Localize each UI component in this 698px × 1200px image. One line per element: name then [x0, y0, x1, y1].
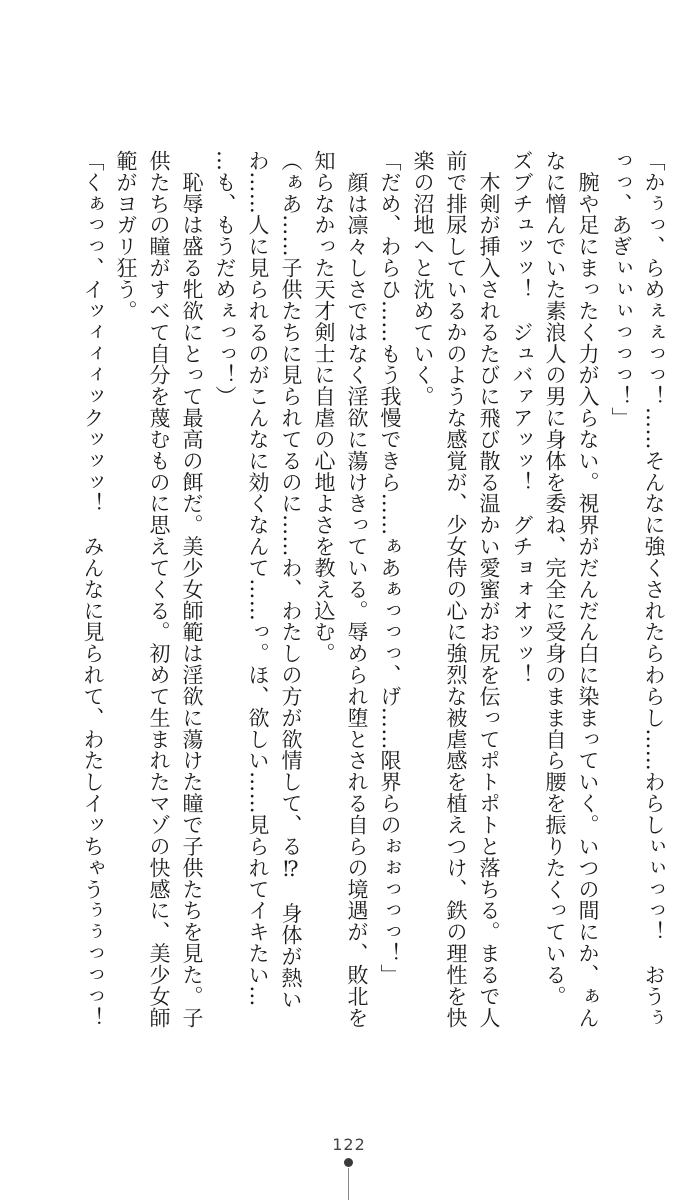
text-line: …も、もうだめぇっっ！） [213, 150, 237, 408]
text-line: ズブチュッッ！ ジュバァアッッ！ グチョォオッッ！ [510, 150, 534, 686]
vertical-text-body [50, 150, 670, 1030]
text-line: 木剣が挿入されるたびに飛び散る温かい愛蜜がお尻を伝ってポトポトと落ちる。まるで人前で排尿しているかのような感覚が、少女侍の心に強烈な被虐感を植えつけ、鉄の理性を快楽の沼地へと沈めていく。 [411, 150, 501, 1029]
text-line: 「だめ、わらひ……もう我慢できら……ぁあぁっっっ、げ……限界らのぉぉっっっ！」 [378, 150, 402, 986]
text-line: 恥辱は盛る牝欲にとって最高の餌だ。美少女師範は淫欲に蕩けた瞳で子供たちを見た。子供たちの瞳がすべて自分を蔑むものに思えてくる。初めて生まれたマゾの快感に、美少女師範がヨガリ狂う。 [114, 150, 204, 1029]
page-marker-rule [348, 1168, 349, 1200]
text-line: 腕や足にまったく力が入らない。視界がだんだん白に染まっていく。いつの間にか、ぁんなに憎んでいた素浪人の男に身体を委ね、完全に受身のまま自ら腰を振りたくっている。 [543, 150, 600, 1029]
page-number: 122 [332, 1135, 366, 1154]
page-marker-dot [344, 1158, 353, 1167]
text-line: 「くぁっっ、イッィィィックッッッ！ みんなに見られて、わたしイッちゃうぅぅっっっ！ [81, 150, 105, 1029]
text-line: 顔は凛々しさではなく淫欲に蕩けきっている。辱められ堕とされる自らの境遇が、敗北を知らなかった天才剣士に自虐の心地よさを教え込む。 [312, 150, 369, 1029]
text-line: （ぁあ……子供たちに見られてるのに……わ、わたしの方が欲情して、る⁉ 身体が熱いわ……人に見られるのがこんなに効くなんて……っ。ほ、欲しい……見られてイキたい… [246, 150, 303, 1010]
text-line: 「かぅっ、らめぇぇっっ！……そんなに強くされたらわらし……わらしぃぃっっ！ おうぅっっ、あぎぃぃぃっっっ！」 [609, 150, 666, 1029]
